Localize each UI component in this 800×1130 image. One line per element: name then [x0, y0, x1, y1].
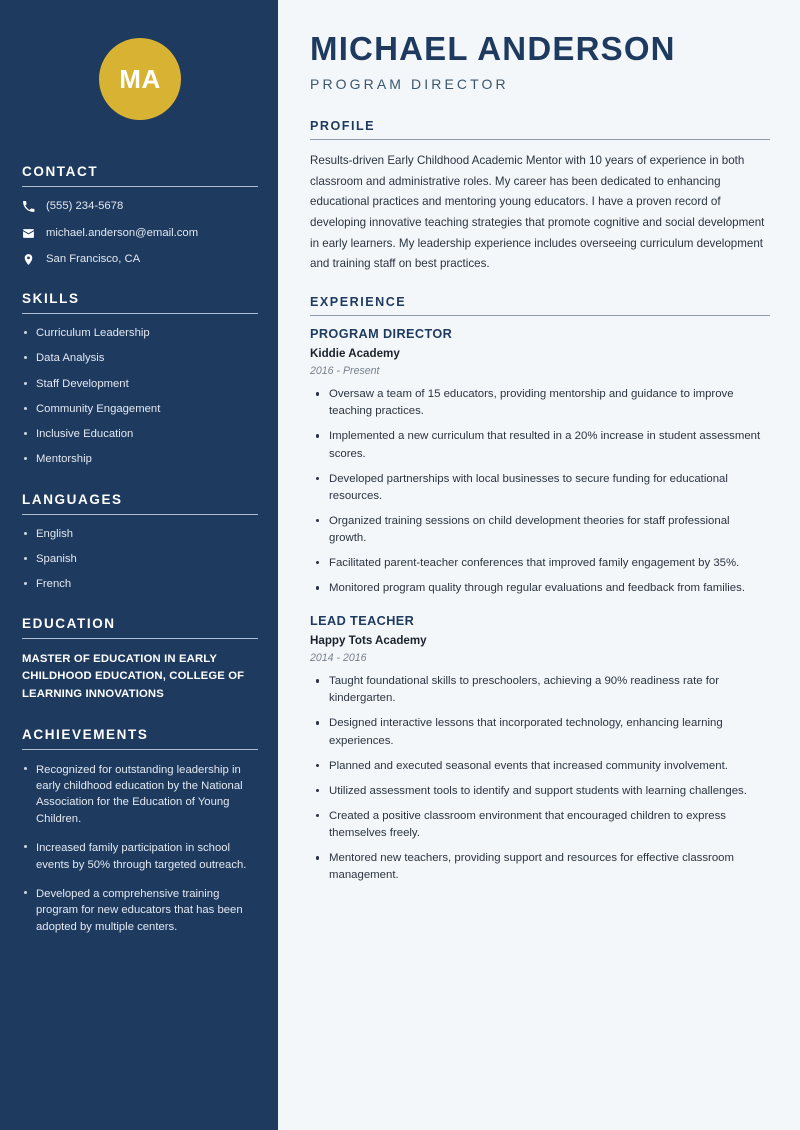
experience-title: LEAD TEACHER [310, 614, 415, 629]
experience-divider [310, 315, 770, 316]
profile-text: Results-driven Early Childhood Academic Mentor with 10 years of experience in both classroom and administrative roles. My career has been dedicated to enhancing educational practices and mentoring young educators. I have a proven record of developing innovative teaching strategies that promote cognitive and social development in early learners. My leadership experience includes overseeing curriculum development and training staff on best practices. [310, 154, 765, 271]
contact-item-email[interactable] [22, 226, 258, 241]
list-item: Facilitated parent-teacher conferences that improved family engagement by 35%. [310, 555, 770, 572]
sidebar [0, 0, 278, 1130]
list-item: Curriculum Leadership [22, 326, 258, 341]
list-item: Staff Development [22, 377, 258, 392]
envelope-icon [22, 227, 35, 240]
experience-bullets [310, 673, 770, 884]
avatar-initials: MA [99, 38, 181, 120]
experience-company: Happy Tots Academy [310, 634, 427, 648]
experience-dates: 2014 - 2016 [310, 652, 367, 665]
list-item: Developed a comprehensive training program for new educators that has been adopted by multiple centers. [22, 886, 258, 935]
avatar-container [22, 0, 258, 164]
list-item: Inclusive Education [22, 427, 258, 442]
list-item: Spanish [22, 552, 258, 567]
list-item: Community Engagement [22, 402, 258, 417]
contact-email-value: michael.anderson@email.com [46, 226, 199, 239]
contact-phone-value: (555) 234-5678 [46, 200, 124, 212]
list-item: Organized training sessions on child development theories for staff professional growth. [310, 513, 770, 547]
location-pin-icon [22, 253, 35, 266]
list-item: Increased family participation in school events by 50% through targeted outreach. [22, 840, 258, 873]
list-item: Mentored new teachers, providing support and resources for effective classroom management. [310, 850, 770, 884]
list-item: Taught foundational skills to preschoolers, achieving a 90% readiness rate for kindergarten. [310, 673, 770, 707]
experience-entry [310, 614, 770, 884]
achievements-heading: ACHIEVEMENTS [22, 726, 149, 742]
list-item: Planned and executed seasonal events that increased community involvement. [310, 758, 770, 775]
skills-heading: SKILLS [22, 291, 80, 307]
languages-list [22, 527, 258, 593]
experience-company: Kiddie Academy [310, 347, 400, 361]
list-item: Created a positive classroom environment that encouraged children to express themselves freely. [310, 808, 770, 842]
contact-item-location[interactable] [22, 252, 258, 267]
contact-item-phone[interactable] [22, 199, 258, 214]
achievements-list [22, 762, 258, 935]
list-item: Data Analysis [22, 351, 258, 366]
contact-heading: CONTACT [22, 164, 99, 179]
phone-icon [22, 200, 35, 213]
skills-divider [22, 313, 258, 314]
list-item: Designed interactive lessons that incorporated technology, enhancing learning experiences. [310, 715, 770, 749]
experience-section [310, 295, 770, 885]
achievements-section [22, 727, 258, 935]
list-item: Oversaw a team of 15 educators, providing mentorship and guidance to improve teaching practices. [310, 386, 770, 420]
skills-section [22, 291, 258, 468]
list-item: English [22, 527, 258, 542]
contact-location-value: San Francisco, CA [46, 253, 141, 266]
profile-section [310, 119, 770, 275]
experience-dates: 2016 - Present [310, 365, 380, 378]
experience-title: PROGRAM DIRECTOR [310, 327, 453, 342]
contact-section [22, 164, 258, 267]
list-item: Implemented a new curriculum that resulted in a 20% increase in student assessment scores. [310, 428, 770, 462]
skills-list [22, 326, 258, 468]
languages-heading: LANGUAGES [22, 491, 123, 507]
job-role-subtitle: PROGRAM DIRECTOR [310, 75, 509, 92]
achievements-divider [22, 749, 258, 750]
education-entry: MASTER OF EDUCATION IN EARLY CHILDHOOD EDUCATION, COLLEGE OF LEARNING INNOVATIONS [22, 653, 245, 700]
experience-bullets [310, 386, 770, 597]
list-item: Recognized for outstanding leadership in early childhood education by the National Association for the Education of Young Children. [22, 762, 258, 828]
education-heading: EDUCATION [22, 616, 116, 632]
education-section [22, 616, 258, 702]
contact-divider [22, 186, 258, 187]
column-gap [278, 0, 288, 1130]
list-item: French [22, 577, 258, 592]
education-divider [22, 638, 258, 639]
list-item: Developed partnerships with local businesses to secure funding for educational resources. [310, 471, 770, 505]
languages-section [22, 492, 258, 593]
main-content [288, 0, 800, 1130]
list-item: Monitored program quality through regular evaluations and feedback from families. [310, 580, 770, 597]
profile-divider [310, 139, 770, 140]
profile-heading: PROFILE [310, 118, 376, 133]
experience-entry [310, 327, 770, 597]
page-title: MICHAEL ANDERSON [310, 30, 676, 67]
list-item: Mentorship [22, 452, 258, 467]
languages-divider [22, 514, 258, 515]
list-item: Utilized assessment tools to identify and support students with learning challenges. [310, 783, 770, 800]
experience-heading: EXPERIENCE [310, 294, 407, 309]
